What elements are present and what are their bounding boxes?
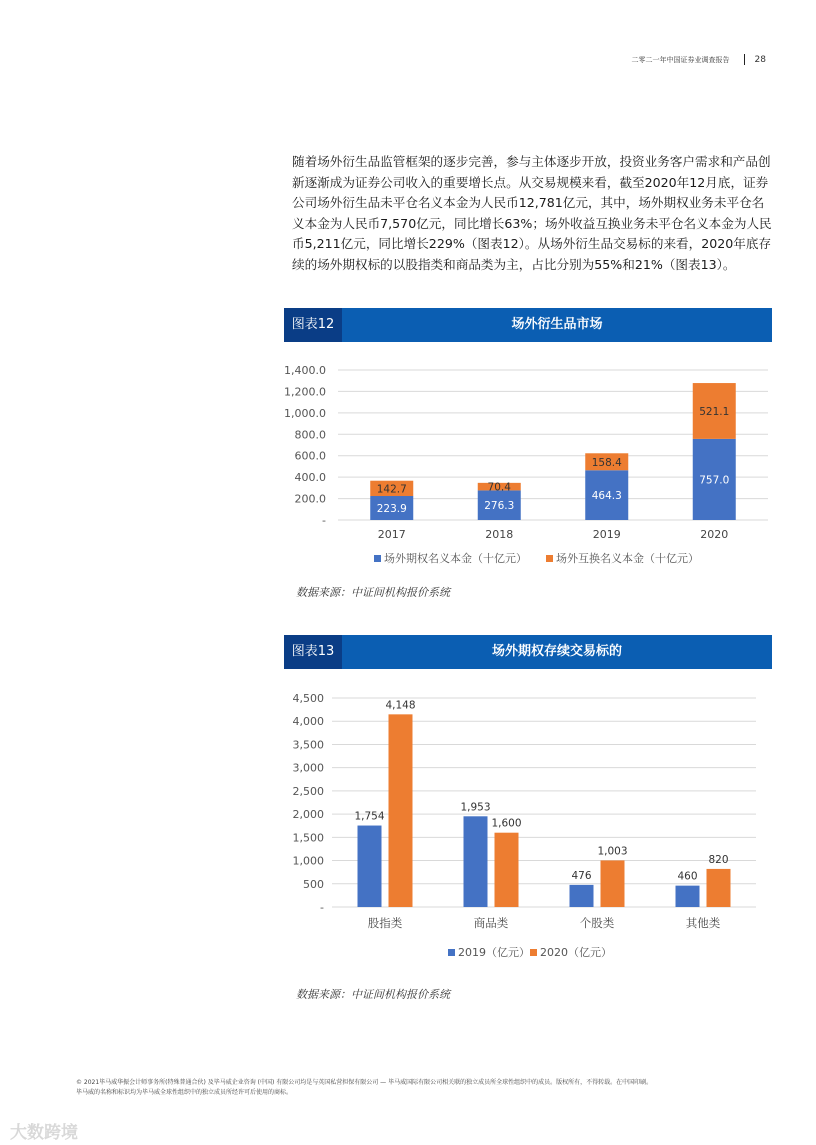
- x-tick-label: 股指类: [367, 916, 403, 930]
- legend-label: 2020（亿元）: [540, 946, 612, 959]
- legend-swatch: [530, 949, 537, 956]
- bar: [495, 833, 519, 907]
- figure12-source: 数据来源：中证间机构报价系统: [296, 586, 450, 599]
- y-tick-label: 1,500: [292, 831, 324, 845]
- data-label: 460: [677, 870, 698, 883]
- data-label: 476: [571, 869, 592, 882]
- data-label: 142.7: [376, 483, 407, 496]
- bar: [358, 826, 382, 907]
- y-tick-label: 500: [303, 877, 324, 891]
- data-label: 521.1: [699, 405, 730, 418]
- x-tick-label: 2019: [592, 528, 621, 541]
- y-tick-label: 1,400.0: [284, 364, 326, 377]
- bar: [676, 886, 700, 907]
- data-label: 464.3: [591, 490, 622, 503]
- data-label: 1,600: [491, 817, 522, 830]
- legend-label: 2019（亿元）: [458, 946, 530, 959]
- y-tick-label: 1,000.0: [284, 406, 326, 420]
- y-tick-label: 800.0: [294, 428, 326, 442]
- page-header: [632, 54, 766, 65]
- figure13-title: 场外期权存续交易标的: [491, 644, 622, 659]
- x-tick-label: 2020: [700, 528, 729, 541]
- data-label: 757.0: [699, 474, 730, 487]
- figure13-tag: 图表13: [284, 635, 342, 669]
- y-tick-label: 3,000: [292, 761, 324, 775]
- y-tick-label: 400.0: [294, 471, 326, 485]
- bar: [601, 860, 625, 907]
- x-tick-label: 个股类: [579, 916, 615, 930]
- x-tick-label: 2018: [485, 528, 514, 541]
- footer-trademark: 毕马威的名称和标识均为毕马威全球性组织中的独立成员所经许可后使用的商标。: [76, 1089, 293, 1096]
- legend-swatch: [374, 555, 381, 562]
- data-label: 4,148: [385, 699, 416, 712]
- footer-copyright: © 2021毕马威华振会计师事务所(特殊普通合伙) 及毕马威企业咨询 (中国) 有限公司均是与英国私营担保有限公司 — 毕马威国际有限公司相关联的独立成员所全球性组织中的成员。版权所有，不得转载。在中国印刷。: [76, 1079, 653, 1086]
- data-label: 158.4: [591, 456, 622, 469]
- y-tick-label: 2,500: [292, 784, 324, 798]
- x-tick-label: 商品类: [473, 916, 509, 930]
- y-tick-label: -: [320, 901, 324, 914]
- figure12-chart: [284, 352, 772, 577]
- header-divider: [744, 54, 745, 65]
- y-tick-label: 200.0: [294, 492, 326, 506]
- bar: [707, 869, 731, 907]
- report-title: 二零二一年中国证券业调查报告: [631, 55, 730, 64]
- bar: [570, 885, 594, 907]
- x-tick-label: 其他类: [685, 916, 721, 930]
- bar: [389, 714, 413, 907]
- legend-swatch: [546, 555, 553, 562]
- x-tick-label: 2017: [377, 528, 406, 541]
- y-tick-label: 600.0: [294, 449, 326, 463]
- legend-swatch: [448, 949, 455, 956]
- figure13-title-bar: [284, 635, 772, 669]
- data-label: 70.4: [487, 481, 511, 494]
- body-paragraph: 随着场外衍生品监管框架的逐步完善，参与主体逐步开放，投资业务客户需求和产品创新逐渐成为证券公司收入的重要增长点。从交易规模来看，截至2020年12月底，证券公司场外衍生品未平仓名义本金为人民币12,781亿元，其中，场外期权业务未平仓名义本金为人民币7,570亿元，同比增长63%；场外收益互换业务未平仓名义本金为人民币5,211亿元，同比增长229%（图表12）。从场外衍生品交易标的来看，2020年底存续的场外期权标的以股指类和商品类为主，占比分别为55%和21%（图表13）。: [292, 154, 772, 272]
- y-tick-label: 1,200.0: [284, 385, 326, 399]
- bar: [464, 816, 488, 907]
- page-number: 28: [754, 54, 766, 65]
- data-label: 1,754: [354, 810, 385, 823]
- figure13-source: 数据来源：中证间机构报价系统: [296, 988, 450, 1001]
- figure12-tag: 图表12: [284, 308, 342, 342]
- data-label: 1,003: [597, 845, 628, 858]
- y-tick-label: -: [322, 514, 326, 527]
- data-label: 820: [708, 853, 729, 866]
- y-tick-label: 4,000: [292, 715, 324, 729]
- figure12-title: 场外衍生品市场: [511, 317, 603, 332]
- y-tick-label: 4,500: [292, 692, 324, 705]
- y-tick-label: 1,000: [292, 854, 324, 868]
- footer: [76, 1078, 652, 1098]
- data-label: 276.3: [484, 500, 515, 513]
- y-tick-label: 3,500: [292, 738, 324, 752]
- y-tick-label: 2,000: [292, 808, 324, 822]
- legend-label: 场外期权名义本金（十亿元）: [384, 552, 527, 565]
- legend-label: 场外互换名义本金（十亿元）: [556, 552, 699, 565]
- figure12-title-bar: [284, 308, 772, 342]
- data-label: 1,953: [460, 801, 491, 814]
- data-label: 223.9: [376, 503, 407, 516]
- watermark-logo: 大数跨境: [10, 1123, 78, 1143]
- figure13-chart: [284, 688, 772, 966]
